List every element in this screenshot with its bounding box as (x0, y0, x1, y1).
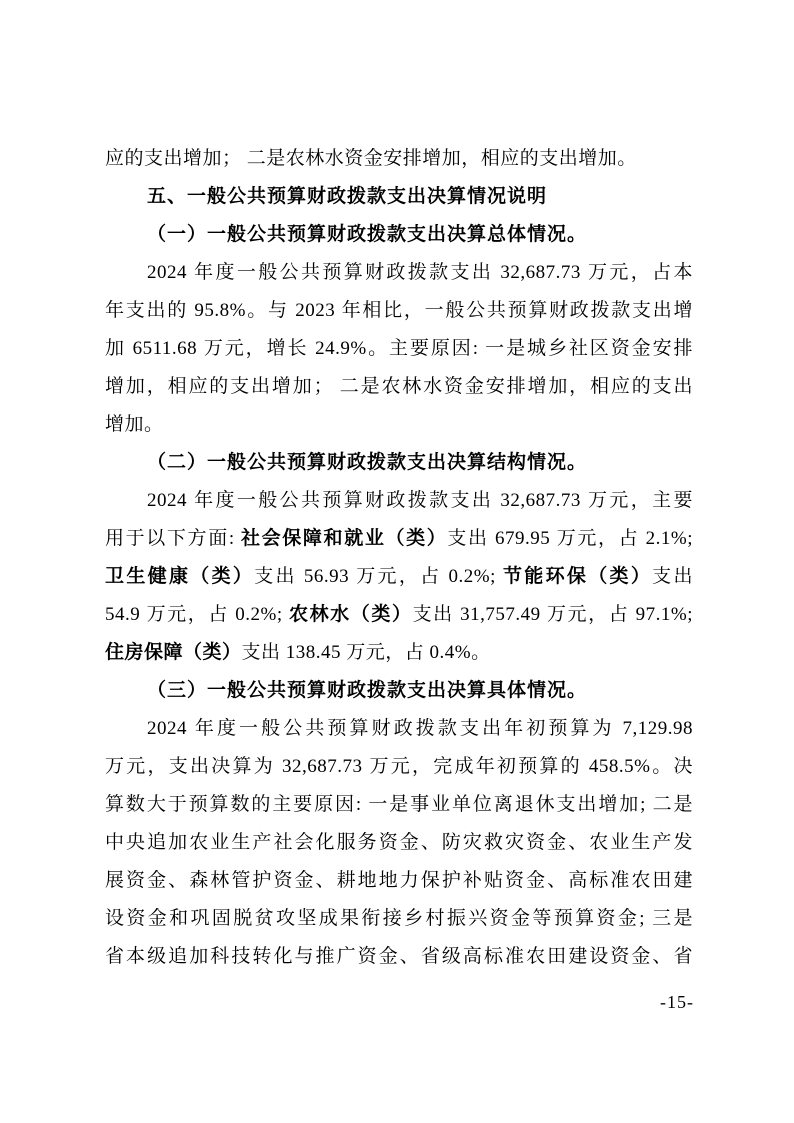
heading-text: （一）一般公共预算财政拨款支出决算总体情况。 (147, 224, 588, 245)
page-number: -15- (660, 992, 694, 1012)
bold-category-text: 农林水（类） (289, 604, 413, 625)
text-run: 支出 31,757.49 万元，占 97.1%; (412, 604, 693, 625)
text-line (105, 900, 693, 938)
text-line (105, 292, 693, 330)
text-line (105, 862, 693, 900)
text-line (105, 482, 693, 520)
heading-text: 五、一般公共预算财政拨款支出决算情况说明 (147, 186, 548, 207)
bold-category-text: 节能环保（类） (502, 566, 653, 587)
text-line (105, 938, 693, 976)
text-run: 用于以下方面: (105, 528, 241, 549)
section-heading (105, 178, 693, 216)
text-run: 万元，支出决算为 32,687.73 万元，完成年初预算的 458.5%。决 (105, 756, 693, 777)
text-line (105, 710, 693, 748)
text-run: 支出 56.93 万元，占 0.2%; (254, 566, 503, 587)
text-run: 支出 138.45 万元，占 0.4%。 (241, 642, 491, 663)
text-line (105, 520, 693, 558)
text-line (105, 824, 693, 862)
text-line (105, 558, 693, 596)
text-run: 应的支出增加； 二是农林水资金安排增加，相应的支出增加。 (105, 148, 637, 169)
text-line (105, 254, 693, 292)
bold-category-text: 住房保障（类） (105, 642, 242, 663)
subsection-heading (105, 444, 693, 482)
text-line (105, 786, 693, 824)
bold-category-text: 卫生健康（类） (105, 566, 255, 587)
text-run: 54.9 万元，占 0.2%; (105, 604, 289, 625)
document-body (105, 140, 693, 976)
text-line (105, 634, 693, 672)
text-line (105, 140, 693, 178)
text-run: 算数大于预算数的主要原因: 一是事业单位离退休支出增加; 二是 (105, 794, 693, 815)
heading-text: （三）一般公共预算财政拨款支出决算具体情况。 (147, 680, 588, 701)
text-line (105, 406, 693, 444)
text-run: 加 6511.68 万元，增长 24.9%。主要原因: 一是城乡社区资金安排 (105, 338, 693, 359)
text-run: 展资金、森林管护资金、耕地地力保护补贴资金、高标准农田建 (105, 870, 693, 891)
heading-text: （二）一般公共预算财政拨款支出决算结构情况。 (147, 452, 588, 473)
text-run: 支出 (652, 566, 693, 587)
text-run: 中央追加农业生产社会化服务资金、防灾救灾资金、农业生产发 (105, 832, 693, 853)
text-run: 2024 年度一般公共预算财政拨款支出 32,687.73 万元，主要 (147, 490, 693, 511)
text-line (105, 596, 693, 634)
text-run: 增加，相应的支出增加； 二是农林水资金安排增加，相应的支出 (105, 376, 693, 397)
text-run: 支出 679.95 万元，占 2.1%; (447, 528, 693, 549)
text-line (105, 368, 693, 406)
text-run: 2024 年度一般公共预算财政拨款支出年初预算为 7,129.98 (147, 718, 693, 739)
subsection-heading (105, 672, 693, 710)
text-line (105, 330, 693, 368)
text-run: 2024 年度一般公共预算财政拨款支出 32,687.73 万元，占本 (147, 262, 693, 283)
text-line (105, 748, 693, 786)
subsection-heading (105, 216, 693, 254)
text-run: 年支出的 95.8%。与 2023 年相比，一般公共预算财政拨款支出增 (105, 300, 693, 321)
text-run: 省本级追加科技转化与推广资金、省级高标准农田建设资金、省 (105, 946, 693, 967)
text-run: 增加。 (105, 414, 164, 435)
text-run: 设资金和巩固脱贫攻坚成果衔接乡村振兴资金等预算资金; 三是 (105, 908, 693, 929)
bold-category-text: 社会保障和就业（类） (241, 528, 448, 549)
